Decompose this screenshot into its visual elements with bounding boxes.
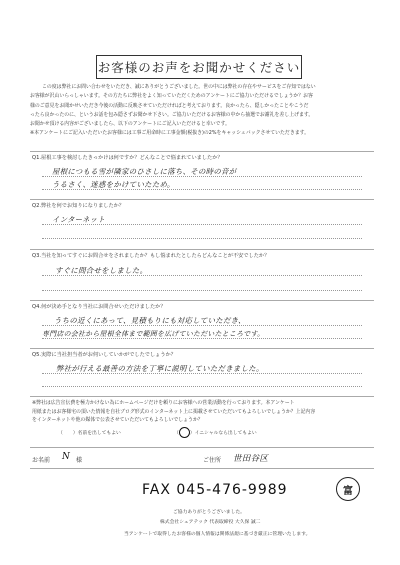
answer-text: うるさく、迷惑をかけていたため。 bbox=[52, 180, 175, 189]
answer-text: 弊社が行える最善の方法を丁寧に説明していただきました。 bbox=[56, 364, 264, 373]
answer-line bbox=[42, 224, 362, 225]
answer-line bbox=[42, 176, 362, 177]
answer-line bbox=[42, 290, 362, 291]
circle-mark-icon bbox=[179, 427, 190, 438]
checkbox-paren-open: （ bbox=[174, 431, 179, 436]
option-initial[interactable] bbox=[174, 427, 257, 438]
divider bbox=[30, 199, 374, 200]
intro-line: お客様が沢山いらっしゃいます。その方たちに弊社をよく知っていただくためのアンケートにご協力いただけるでしょうか？お客 bbox=[30, 93, 313, 100]
answer-line bbox=[42, 189, 362, 190]
address-label: ご住所 bbox=[203, 457, 222, 464]
answer-line bbox=[42, 338, 362, 339]
checkbox-paren-open: （ bbox=[58, 431, 63, 436]
consent-line: ※弊社は広告宣伝費を極力かけない為にホームページだけを頼りにお客様への営業活動を行っております。本アンケート bbox=[32, 400, 295, 406]
answer-line bbox=[42, 238, 362, 239]
name-honorific: 様 bbox=[76, 457, 83, 464]
answer-line bbox=[42, 325, 362, 326]
intro-line: 様のご意見をお聞かせいただき今後の活動に反映させていただければと考えております。良かったら、隠しかったことやこうだ bbox=[30, 102, 309, 109]
question-label: Q5.実際に当社担当者がお伺いしていかがでしたでしょうか？ bbox=[32, 352, 176, 358]
company-stamp: 富 bbox=[336, 477, 360, 501]
answer-line bbox=[42, 373, 362, 374]
checkbox-paren-close: ） bbox=[189, 431, 195, 436]
option-label: イニシャルなら出してもよい bbox=[194, 431, 257, 436]
name-value: N bbox=[62, 452, 71, 462]
question-label: Q2.弊社を何でお知りになりましたか？ bbox=[32, 203, 125, 209]
fax-number: FAX 045-476-9989 bbox=[142, 482, 288, 498]
question-label: Q4.何が決め手となり当社にお問合せいただけましたか？ bbox=[32, 304, 166, 310]
question-label: Q3.当社を知ってすぐにお問合せをされましたか？もし悩まれたとしたらどんなことが不安でしたか？ bbox=[32, 253, 270, 259]
consent-line: 用紙またはお客様宅の頂いた情報を自社ブログ形式のインターネット上に掲載させていただいてもよろしいでしょうか？上記内容 bbox=[32, 408, 316, 415]
intro-line: お聞かせ頂ける内容がございましたら、以下のアンケートにご記入いただけると幸いです。 bbox=[30, 121, 230, 128]
consent-line: をインターネットや他の媒体で公表させていただいてもよろしいでしょうか？ bbox=[32, 417, 203, 424]
page-title: お客様のお声をお聞かせください bbox=[96, 55, 302, 79]
divider bbox=[30, 249, 374, 250]
thanks-text: ご協力ありがとうございました。 bbox=[173, 510, 245, 515]
answer-line bbox=[42, 386, 362, 387]
intro-line: ※本アンケートにご記入いただいたお客様には工事ご用命時に工事金額(税抜き)の2%をキャッシュバックさせていただきます。 bbox=[30, 130, 309, 137]
intro-line: ったら良かったのに、というお話を包み隠さずお聞かせ下さい。ご協力いただけるお客様の中から抽選でお謝礼を差し上げます。 bbox=[30, 111, 314, 118]
company-name: 株式会社シェアテック 代表取締役 大久保 誠二 bbox=[160, 520, 261, 525]
divider bbox=[30, 447, 374, 448]
privacy-note: 当アンケートで取得したお客様の個人情報は関係法規に基づき厳正に管理いたします。 bbox=[124, 532, 311, 537]
option-named[interactable] bbox=[58, 429, 121, 436]
address-value: 世田谷区 bbox=[233, 454, 269, 464]
answer-text: 屋根につもる雪が隣家のひさしに落ち、その時の音が bbox=[52, 167, 237, 176]
divider bbox=[30, 300, 374, 301]
answer-text: うちの近くにあって、見積もりにも対応していただき、 bbox=[54, 316, 246, 325]
answer-text: インターネット bbox=[52, 215, 106, 224]
answer-line bbox=[42, 275, 362, 276]
answer-text: すぐに問合せをしました。 bbox=[55, 266, 148, 275]
divider bbox=[30, 396, 374, 397]
consent-text bbox=[32, 399, 378, 425]
option-label: 名前を出してもよい bbox=[77, 431, 121, 436]
question-label: Q1.屋根工事を検討したきっかけは何ですか？どんなことで悩まれていましたか？ bbox=[32, 155, 223, 161]
intro-text bbox=[30, 83, 376, 139]
intro-line: この度は弊社にお問い合わせをいただき、誠にありがとうございました。世の中には弊社の存在やサービスをご存知ではない bbox=[42, 84, 316, 90]
checkbox-paren-close: ） bbox=[72, 431, 78, 436]
divider bbox=[30, 348, 374, 349]
name-label: お名前 bbox=[32, 457, 51, 464]
divider bbox=[30, 151, 374, 152]
answer-text: 専門店の会社から屋根全体まで範囲を広げていただいたところです。 bbox=[42, 330, 265, 338]
divider bbox=[30, 468, 374, 469]
